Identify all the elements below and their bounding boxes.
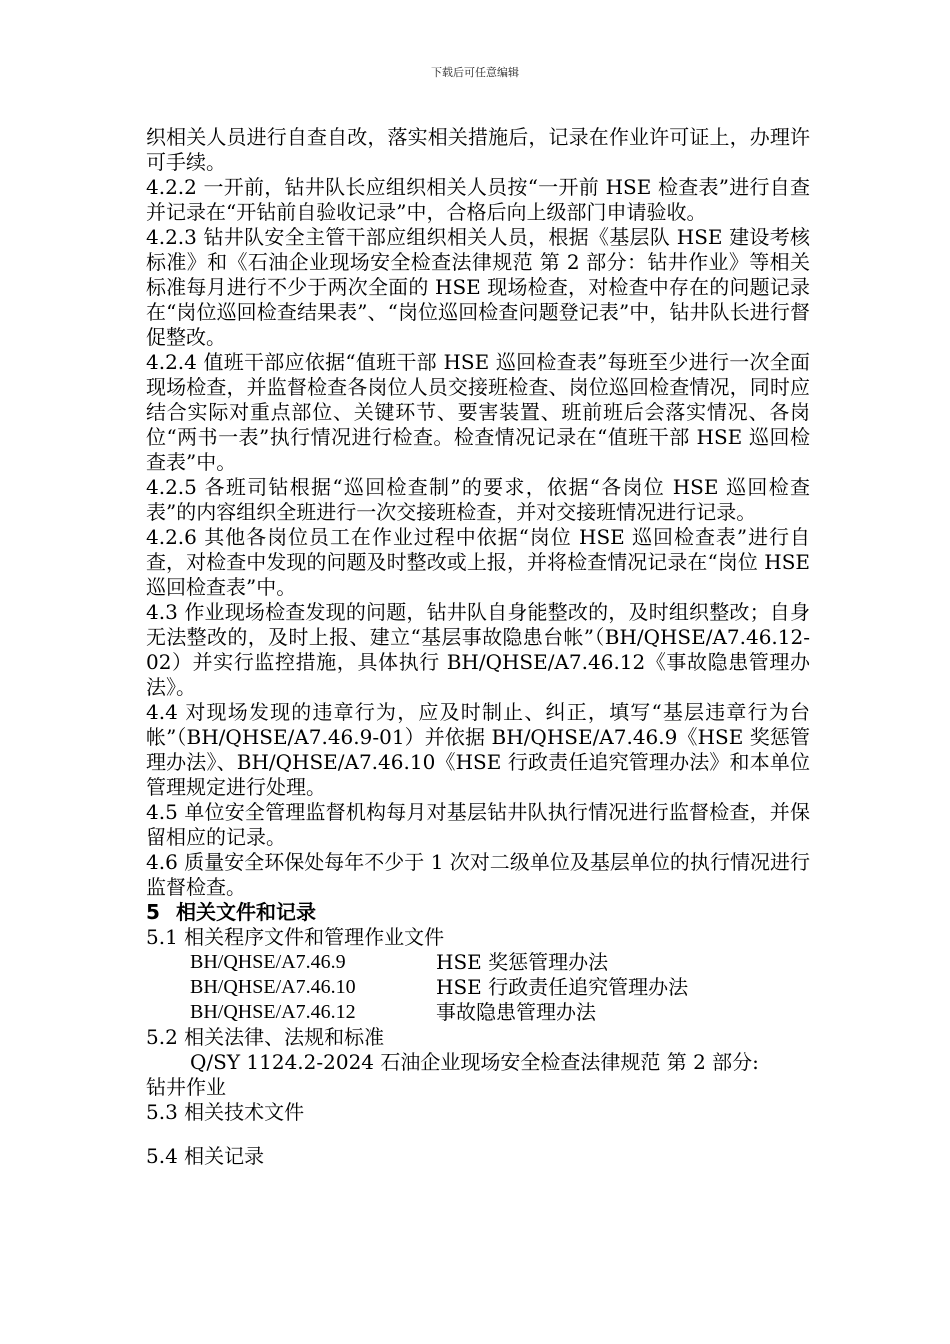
paragraph-4-3: 4.3 作业现场检查发现的问题，钻井队自身能整改的，及时组织整改；自身无法整改的，及时上报、建立“基层事故隐患台帐”（BH/QHSE/A7.46.12-02）并实行监控措施，具体执行 BH/QHSE/A7.46.12《事故隐患管理办法》。 [146,600,810,699]
paragraph-4-2-4: 4.2.4 值班干部应依据“值班干部 HSE 巡回检查表”每班至少进行一次全面现场检查，并监督检查各岗位人员交接班检查、岗位巡回检查情况，同时应结合实际对重点部位、关键环节、要害装置、班前班后会落实情况、各岗位“两书一表”执行情况进行检查。检查情况记录在“值班干部 HSE 巡回检查表”中。 [146,350,810,474]
section-5-number: 5 [146,900,160,924]
paragraph-4-4: 4.4 对现场发现的违章行为，应及时制止、纠正，填写“基层违章行为台帐”（BH/QHSE/A7.46.9-01）并依据 BH/QHSE/A7.46.9《HSE 奖惩管理办法》、BH/QHSE/A7.46.10《HSE 行政责任追究管理办法》和本单位管理规定进行处理。 [146,700,810,799]
standard-reference-continued: 钻井作业 [146,1075,226,1099]
subsection-5-4: 5.4 相关记录 [146,1144,265,1168]
section-5-heading [146,900,810,925]
document-body [146,125,810,1169]
doc-name: HSE 行政责任追究管理办法 [436,975,689,999]
subsection-5-3: 5.3 相关技术文件 [146,1100,305,1124]
blank-line [146,1125,810,1144]
page-header: 下载后可任意编辑 [431,66,519,79]
paragraph-4-2-6: 4.2.6 其他各岗位员工在作业过程中依据“岗位 HSE 巡回检查表”进行自查，对检查中发现的问题及时整改或上报，并将检查情况记录在“岗位 HSE 巡回检查表”中。 [146,525,810,599]
standard-reference: Q/SY 1124.2-2024 石油企业现场安全检查法律规范 第 2 部分: [190,1050,759,1074]
doc-name: HSE 奖惩管理办法 [436,950,609,974]
paragraph-4-2-5: 4.2.5 各班司钻根据“巡回检查制”的要求，依据“各岗位 HSE 巡回检查表”的内容组织全班进行一次交接班检查，并对交接班情况进行记录。 [146,475,810,524]
related-doc-row [146,975,810,1000]
related-doc-row [146,1000,810,1025]
section-5-title: 相关文件和记录 [176,900,316,924]
doc-name: 事故隐患管理办法 [436,1000,596,1024]
paragraph-4-5: 4.5 单位安全管理监督机构每月对基层钻井队执行情况进行监督检查，并保留相应的记录。 [146,800,810,849]
subsection-5-2: 5.2 相关法律、法规和标准 [146,1025,385,1049]
doc-code: BH/QHSE/A7.46.10 [190,976,356,998]
related-doc-row [146,950,810,975]
doc-code: BH/QHSE/A7.46.9 [190,951,346,973]
doc-code: BH/QHSE/A7.46.12 [190,1001,356,1023]
paragraph-4-2-3: 4.2.3 钻井队安全主管干部应组织相关人员，根据《基层队 HSE 建设考核标准》和《石油企业现场安全检查法律规范 第 2 部分：钻井作业》等相关标准每月进行不少于两次全面的 HSE 现场检查，对检查中存在的问题记录在“岗位巡回检查结果表”、“岗位巡回检查问题登记表”中，钻井队长进行督促整改。 [146,225,810,349]
paragraph-4-2-2: 4.2.2 一开前，钻井队长应组织相关人员按“一开前 HSE 检查表”进行自查并记录在“开钻前自验收记录”中，合格后向上级部门申请验收。 [146,175,810,224]
subsection-5-1: 5.1 相关程序文件和管理作业文件 [146,925,445,949]
paragraph-continuation: 织相关人员进行自查自改，落实相关措施后，记录在作业许可证上，办理许可手续。 [146,125,810,174]
paragraph-4-6: 4.6 质量安全环保处每年不少于 1 次对二级单位及基层单位的执行情况进行监督检查。 [146,850,810,899]
